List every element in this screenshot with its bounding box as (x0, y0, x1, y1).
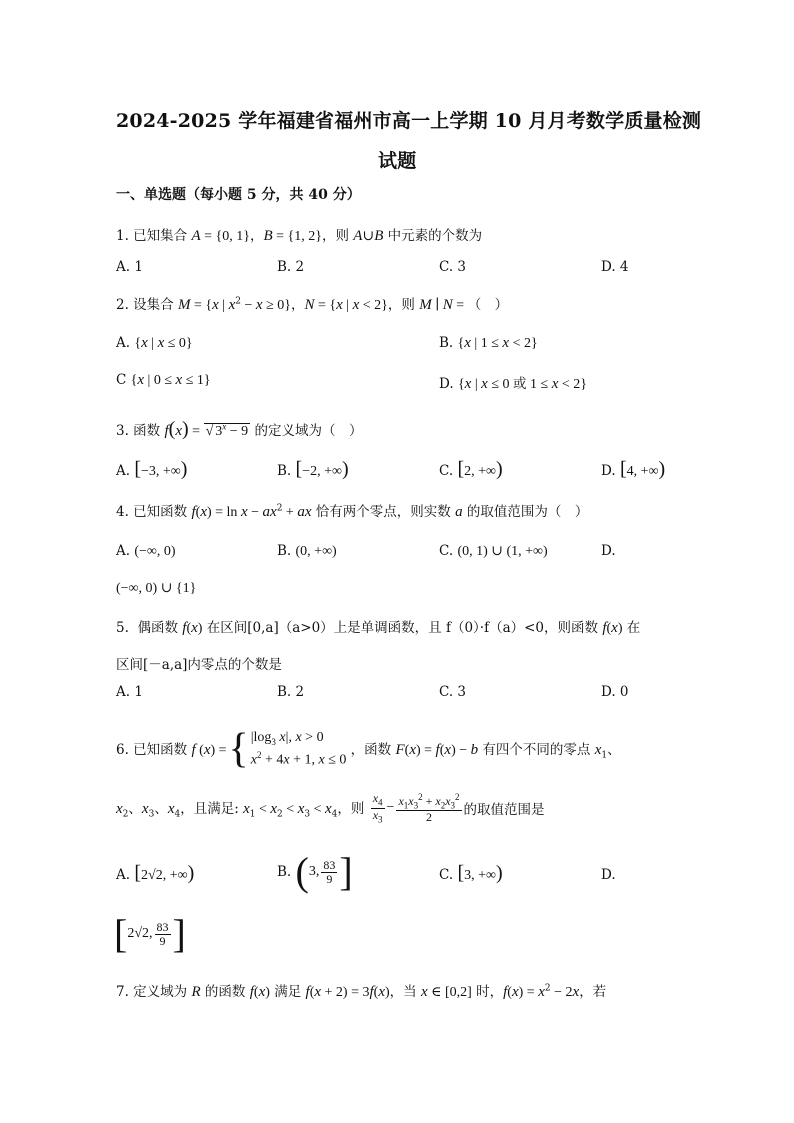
question-1-option-c: C. 3 (439, 259, 467, 275)
question-3-option-b: B. [−2, +∞) (277, 458, 349, 480)
question-2-option-b: B. {x | 1 ≤ x < 2} (439, 335, 538, 351)
question-6-option-d: D. (601, 867, 616, 883)
question-3-option-a: A. [−3, +∞) (116, 458, 188, 480)
question-6-option-a: A. [2√2, +∞) (116, 862, 195, 884)
question-4-option-d-value: (−∞, 0) ∪ {1} (116, 581, 197, 596)
title-line-1: 2024-2025 学年福建省福州市高一上学期 10 月月考数学质量检测 (116, 110, 702, 132)
question-1-stem: 1. 已知集合 A = {0, 1}，B = {1, 2}，则 A∪B 中元素的个数为 (116, 228, 483, 244)
question-3-option-d: D. [4, +∞) (601, 458, 666, 480)
question-2-option-d: D. {x | x ≤ 0 或 1 ≤ x < 2} (439, 376, 587, 392)
question-4-option-d: D. (601, 543, 616, 559)
question-1-option-a: A. 1 (116, 259, 143, 275)
question-6-option-d-value: [ 2√2, $\frac{83}{9}$ ] (114, 911, 186, 956)
question-6-option-c: C. [3, +∞) (439, 862, 503, 884)
question-4-stem: 4. 已知函数 $f(x) = \ln x - ax^2$ + ax 恰有两个零点，则实数 a 的取值范围为（ ） (116, 503, 589, 520)
question-4-option-c: C. (0, 1) ∪ (1, +∞) (439, 543, 548, 559)
question-4-option-a: A. (−∞, 0) (116, 543, 176, 559)
question-6-option-b: B. ( 3, $\frac{83}{9}$ ] (277, 849, 353, 894)
question-5-option-d: D. 0 (601, 684, 629, 700)
title-line-2: 试题 (378, 150, 417, 172)
section-heading: 一、单选题（每小题 5 分，共 40 分） (116, 187, 361, 203)
question-5-stem-line-1: 5. 偶函数 f(x) 在区间[0,a]（a>0）上是单调函数，且 f（0）·f（a）<0，则函数 f(x) 在 (116, 620, 641, 636)
question-1-option-d: D. 4 (601, 259, 629, 275)
question-2-option-c: C {x | 0 ≤ x ≤ 1} (116, 372, 211, 388)
question-6-stem-line-2: $x_2$、$x_3$、$x_4$，且满足: $x_1 < x_2 < x_3 < x_4$，则 $\frac{x_4}{x_3}$ − $\frac{x_1x_3^2 + x_2x_3^2}{2}$ 的取值范围是 (116, 791, 545, 825)
question-3-stem: 3. 函数 f(x) = √ $3^x - 9$ 的定义域为（ ） (116, 418, 363, 440)
question-5-stem-line-2: 区间[－a,a]内零点的个数是 (116, 657, 282, 673)
question-3-option-c: C. [2, +∞) (439, 458, 503, 480)
question-2-stem: 2. 设集合 M = {x | $x^2 - x \ge 0$}，N = {x | x < 2}，则 M ∣ N = （ ） (116, 296, 509, 313)
question-5-option-c: C. 3 (439, 684, 467, 700)
question-2-option-a: A. {x | x ≤ 0} (116, 335, 193, 351)
question-1-option-b: B. 2 (277, 259, 305, 275)
question-5-option-a: A. 1 (116, 684, 143, 700)
question-6-stem-line-1: 6. 已知函数 f (x) = { $|\log_3$ x|, x > 0 $x^2 + 4x + 1$, x ≤ 0 ，函数 F(x) = f(x) − b 有四个不同的零点 $x_1$、 (116, 725, 621, 772)
question-5-option-b: B. 2 (277, 684, 305, 700)
question-4-option-b: B. (0, +∞) (277, 543, 337, 559)
question-7-stem: 7. 定义域为 R 的函数 f(x) 满足 f(x + 2) = 3f(x)，当 x ∈ [0,2] 时，$f(x) = x^2 - 2x$，若 (116, 983, 607, 1000)
